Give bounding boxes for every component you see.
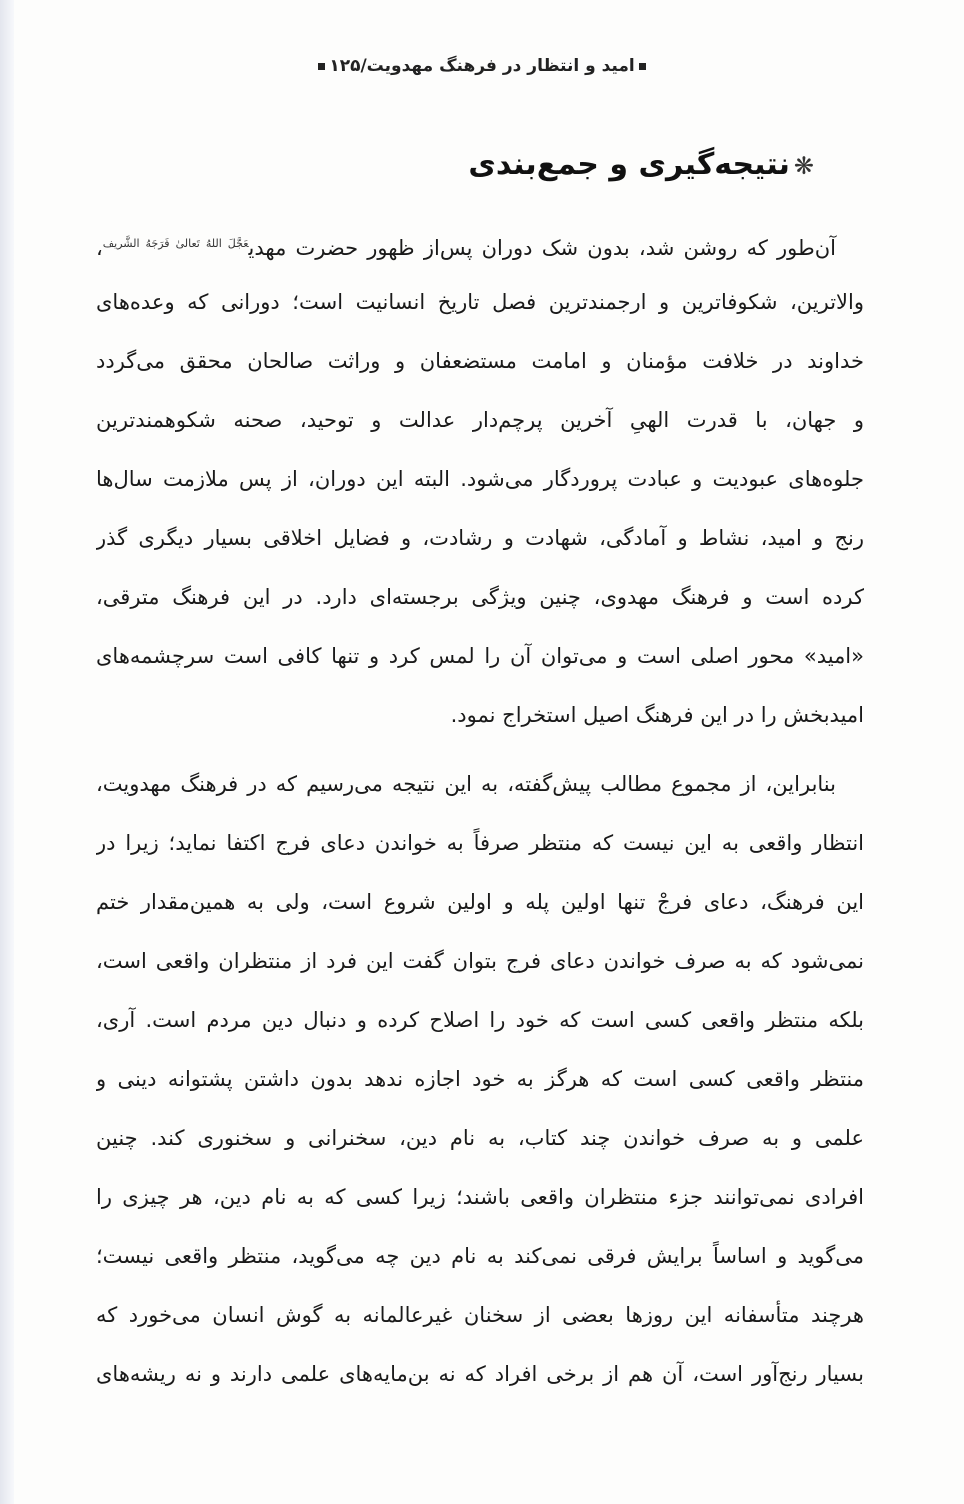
text-line: جلوه‌های عبودیت و عبادت پروردگار می‌شود. البته این دوران، از پس ملازمت سال‌ها xyxy=(96,467,864,491)
text-line: والاترین، شکوفاترین و ارجمندترین فصل تاریخ انسانیت است؛ دورانی که وعده‌های xyxy=(96,290,864,314)
text-line: علمی و به صرف خواندن چند کتاب، به نام دین، سخنرانی و سخنوری کند. چنین xyxy=(96,1126,864,1150)
paragraph-2 xyxy=(96,755,864,1404)
section-heading xyxy=(468,147,814,182)
text-line: منتظر واقعی کسی است که هرگز به خود اجازه ندهد بدون داشتن پشتوانه دینی و xyxy=(96,1067,864,1091)
text-line: رنج و امید، نشاط و آمادگی، شهادت و رشادت، و فضایل اخلاقی بسیار دیگری گذر xyxy=(96,526,864,550)
text-line: و جهان، با قدرت الهیِ آخرین پرچم‌دار عدالت و توحید، صحنه شکوهمندترین xyxy=(96,408,864,432)
text-line: کرده است و فرهنگ مهدوی، چنین ویژگی برجسته‌ای دارد. در این فرهنگ مترقی، xyxy=(96,585,864,609)
square-bullet-icon xyxy=(639,63,646,70)
text-line: هرچند متأسفانه این روزها بعضی از سخنان غیرعالمانه به گوش انسان می‌خورد که xyxy=(96,1303,864,1327)
text-line: «امید» محور اصلی است و می‌توان آن را لمس کرد و تنها کافی است سرچشمه‌های xyxy=(96,644,864,668)
text-line: خداوند در خلافت مؤمنان و امامت مستضعفان و وراثت صالحان محقق می‌گردد xyxy=(96,349,864,373)
text-line: نمی‌شود که به صرف خواندن دعای فرج بتوان گفت این فرد از منتظران واقعی است، xyxy=(96,949,864,973)
honorific-mark: عَجَّلَ اللهُ تَعالیٰ فَرَجَهُ الشَّریف xyxy=(102,237,249,250)
text-line: انتظار واقعی به این نیست که منتظر صرفاً به خواندن دعای فرج اکتفا نماید؛ زیرا در xyxy=(96,831,864,855)
square-bullet-icon xyxy=(318,63,325,70)
page-edge xyxy=(0,0,14,1504)
text-line: آن‌طور که روشن شد، بدون شک دوران پس‌از ظهور حضرت مهدی$^{عَجَّلَ اللهُ تَعالیٰ فَرَجَهُ الشَّریف}$، xyxy=(96,236,836,260)
text-line: بنابراین، از مجموع مطالب پیش‌گفته، به این نتیجه می‌رسیم که در فرهنگ مهدویت، xyxy=(96,772,836,796)
star-ornament-icon: ❋ xyxy=(793,152,814,180)
running-header-text: امید و انتظار در فرهنگ مهدویت/۱۲۵ xyxy=(329,56,635,76)
text-line: امیدبخش را در این فرهنگ اصیل استخراج نمود. xyxy=(450,703,864,727)
text-line: می‌گوید و اساساً برایش فرقی نمی‌کند به نام دین چه می‌گوید، منتظر واقعی نیست؛ xyxy=(96,1244,864,1268)
body-text xyxy=(96,214,864,1404)
paragraph-1 xyxy=(96,214,864,745)
section-heading-title: نتیجه‌گیری و جمع‌بندی xyxy=(468,147,790,182)
text-line: بلکه منتظر واقعی کسی است که خود را اصلاح کرده و دنبال دین مردم است. آری، xyxy=(96,1008,864,1032)
text-line: افرادی نمی‌توانند جزء منتظران واقعی باشند؛ زیرا کسی که به نام دین، هر چیزی را xyxy=(96,1185,864,1209)
running-header xyxy=(0,56,964,76)
text-line: بسیار رنج‌آور است، آن هم از برخی افراد که نه بن‌مایه‌های علمی دارند و نه ریشه‌های xyxy=(96,1362,864,1386)
text-line: این فرهنگ، دعای فرجْ تنها اولین پله و اولین شروع است، ولی به همین‌مقدار ختم xyxy=(96,890,864,914)
